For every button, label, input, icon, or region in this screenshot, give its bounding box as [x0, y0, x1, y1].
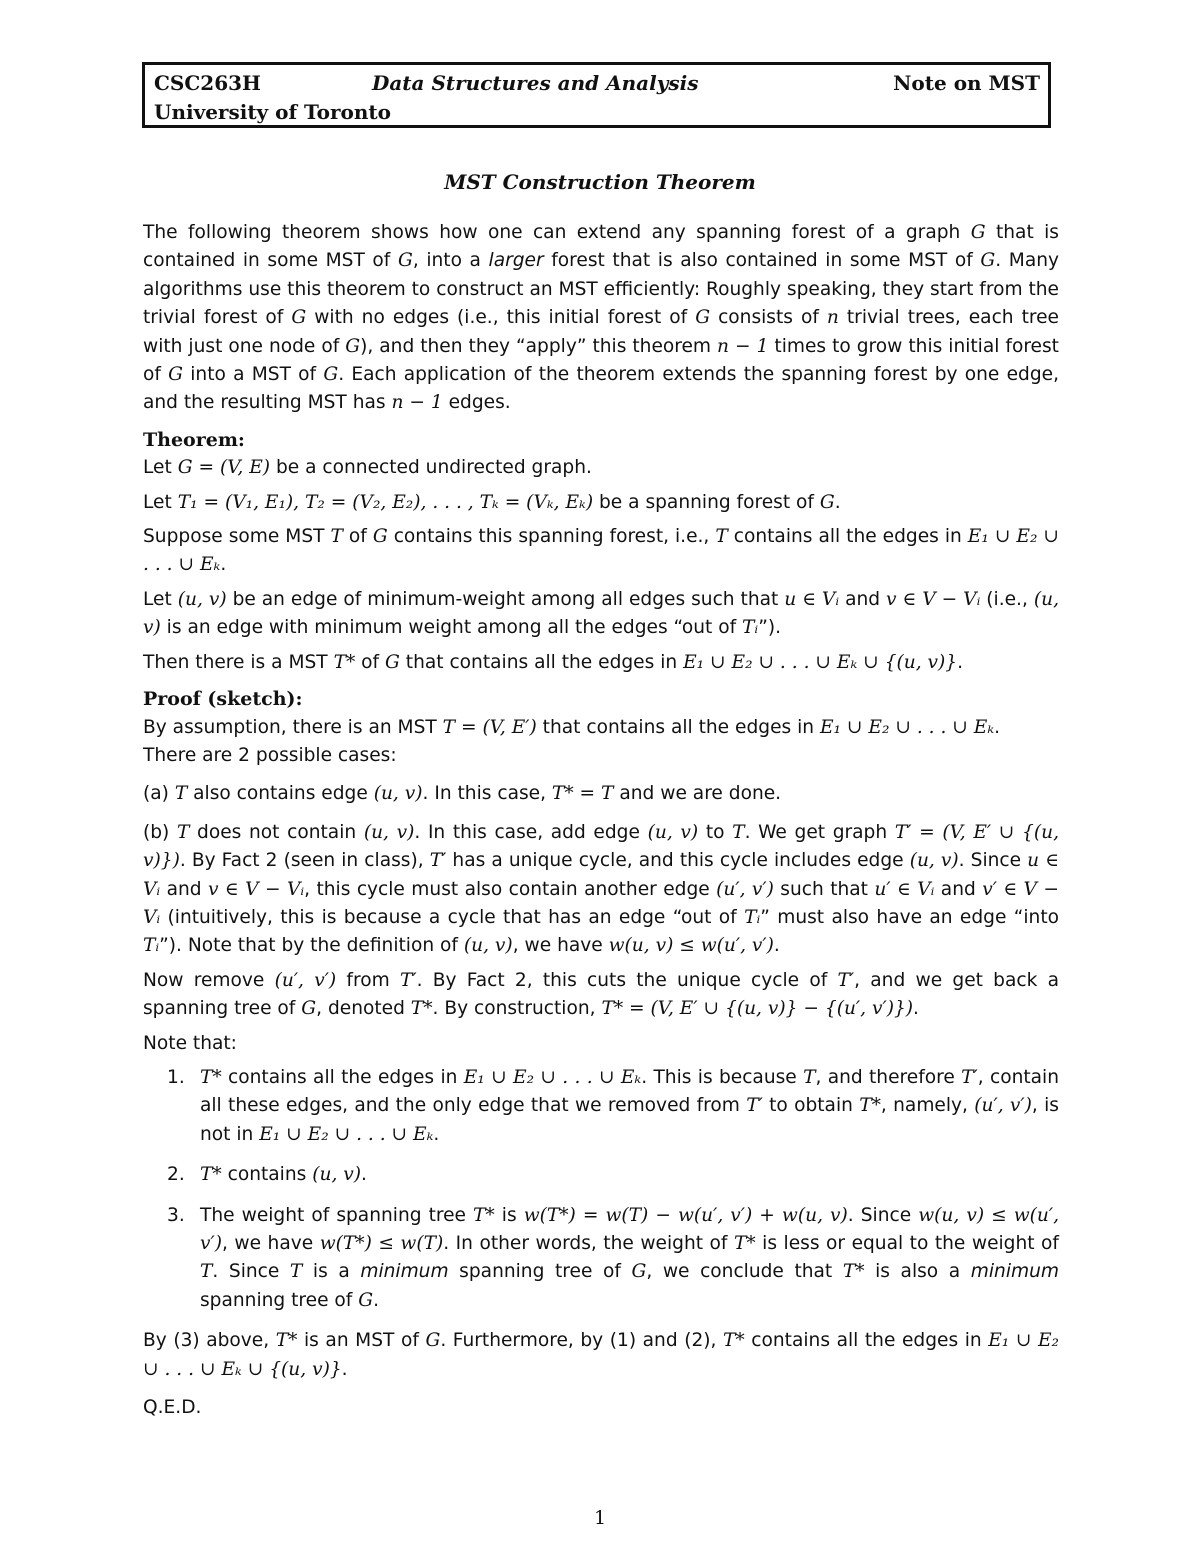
header-box	[142, 62, 1051, 128]
qed: Q.E.D.	[143, 1397, 202, 1419]
document-title: MST Construction Theorem	[444, 170, 756, 194]
proof-note-that: Note that:	[143, 1032, 237, 1054]
proof-assumption: By assumption, there is an MST T = (V, E′) that contains all the edges in E₁ ∪ E₂ ∪ . . . ∪ Eₖ. There are 2 possible cases:	[143, 716, 1001, 766]
note-label: Note on MST	[893, 71, 1040, 95]
intro-paragraph: The following theorem shows how one can extend any spanning forest of a graph G that is contained in some MST of G, into a larger forest that is also contained in some MST of G. Many algorithms use this theorem to construct an MST efficiently: Roughly speaking, they start from the trivial forest of G with no edges (i.e., this initial forest of G consists of n trivial trees, each tree with just one node of G), and then they “apply” this theorem n − 1 times to grow this initial forest of G into a MST of G. Each application of the theorem extends the spanning forest by one edge, and the resulting MST has n − 1 edges.	[143, 222, 1060, 414]
proof-case-a: (a) T also contains edge (u, v). In this case, T* = T and we are done.	[143, 783, 782, 805]
proof-remove-step: Now remove (u′, v′) from T′. By Fact 2, this cuts the unique cycle of T′, and we get back a spanning tree of G, denoted T*. By construction, T* = (V, E′ ∪ {(u, v)} − {(u′, v′)}).	[143, 969, 1059, 1020]
proof-points-list	[143, 1064, 1059, 1315]
page-number: 1	[593, 1507, 607, 1529]
list-item: 1. T* contains all the edges in E₁ ∪ E₂ ∪ . . . ∪ Eₖ. This is because T, and therefore T′, contain all these edges, and the only edge that we removed from T′ to obtain T*, namely, (u′, v′), is not in E₁ ∪ E₂ ∪ . . . ∪ Eₖ.	[167, 1066, 1060, 1145]
university-name: University of Toronto	[154, 100, 391, 124]
theorem-line-graph: Let G = (V, E) be a connected undirected graph.	[143, 457, 592, 479]
document-body	[143, 219, 1059, 1422]
list-item: 3. The weight of spanning tree T* is w(T*) = w(T) − w(u′, v′) + w(u, v). Since w(u, v) ≤ w(u′, v′), we have w(T*) ≤ w(T). In other words, the weight of T* is less or equal to the weight of T. Since T is a minimum spanning tree of G, we conclude that T* is also a minimum spanning tree of G.	[167, 1204, 1060, 1311]
theorem-line-edge: Let (u, v) be an edge of minimum-weight among all edges such that u ∈ Vᵢ and v ∈ V − Vᵢ (i.e., (u, v) is an edge with minimum weight among all the edges “out of Tᵢ”).	[143, 588, 1059, 639]
proof-conclusion: By (3) above, T* is an MST of G. Furthermore, by (1) and (2), T* contains all the edges in E₁ ∪ E₂ ∪ . . . ∪ Eₖ ∪ {(u, v)}.	[143, 1330, 1059, 1380]
list-item: 2. T* contains (u, v).	[167, 1164, 367, 1186]
proof-case-b: (b) T does not contain (u, v). In this case, add edge (u, v) to T. We get graph T′ = (V, E′ ∪ {(u, v)}). By Fact 2 (seen in class), T′ has a unique cycle, and this cycle includes edge (u, v). Since u ∈ Vᵢ and v ∈ V − Vᵢ, this cycle must also contain another edge (u′, v′) such that u′ ∈ Vᵢ and v′ ∈ V − Vᵢ (intuitively, this is because a cycle that has an edge “out of Tᵢ” must also have an edge “into Tᵢ”). Note that by the definition of (u, v), we have w(u, v) ≤ w(u′, v′).	[143, 821, 1059, 957]
theorem-heading: Theorem:	[143, 428, 245, 451]
course-title: Data Structures and Analysis	[372, 71, 699, 95]
theorem-conclusion: Then there is a MST T* of G that contains all the edges in E₁ ∪ E₂ ∪ . . . ∪ Eₖ ∪ {(u, v)}.	[143, 651, 964, 673]
theorem-line-mst: Suppose some MST T of G contains this spanning forest, i.e., T contains all the edges in E₁ ∪ E₂ ∪ . . . ∪ Eₖ.	[143, 526, 1059, 576]
theorem-line-forest: Let T₁ = (V₁, E₁), T₂ = (V₂, E₂), . . . , Tₖ = (Vₖ, Eₖ) be a spanning forest of G.	[143, 491, 841, 513]
proof-heading: Proof (sketch):	[143, 688, 303, 711]
course-code: CSC263H	[154, 71, 261, 95]
